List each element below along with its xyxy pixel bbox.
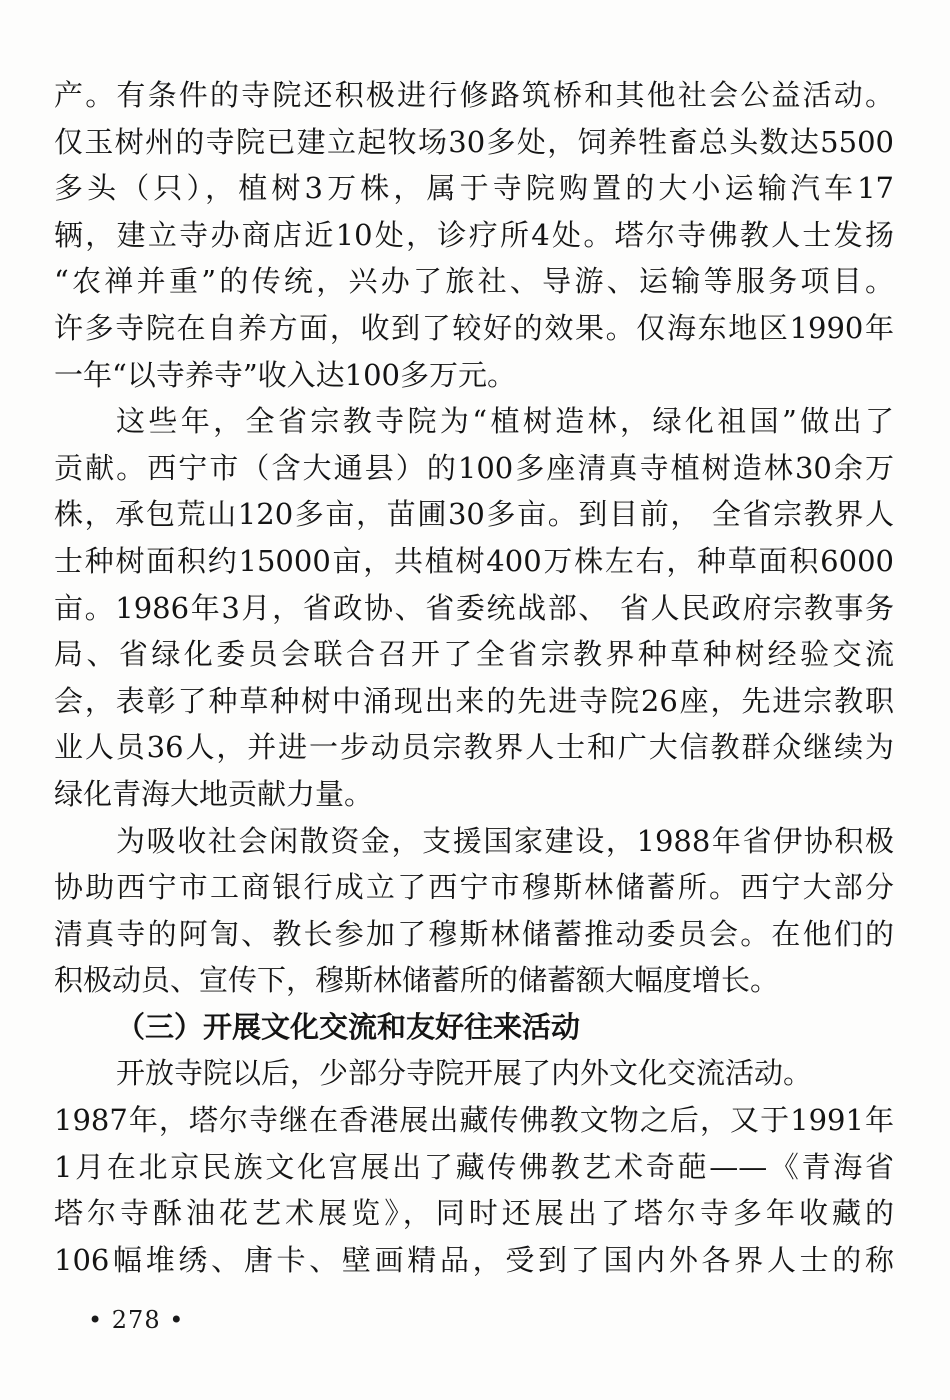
text-line: 1月在北京民族文化宫展出了藏传佛教艺术奇葩——《青海省 [54, 1149, 894, 1184]
text-line: 一年“以寺养寺”收入达100多万元。 [54, 357, 517, 392]
text-line: 许多寺院在自养方面，收到了较好的效果。仅海东地区1990年 [54, 310, 894, 345]
body-text [54, 72, 894, 1283]
text-line: 塔尔寺酥油花艺术展览》，同时还展出了塔尔寺多年收藏的 [54, 1196, 894, 1231]
text-line: 这些年，全省宗教寺院为“植树造林，绿化祖国”做出了 [116, 404, 894, 439]
text-line: 绿化青海大地贡献力量。 [54, 776, 374, 811]
text-line: 产。有条件的寺院还积极进行修路筑桥和其他社会公益活动。 [54, 78, 894, 112]
text-line: 株，承包荒山120多亩，苗圃30多亩。到目前， 全省宗教界人 [54, 497, 894, 532]
text-line: 多头（只），植树3万株，属于寺院购置的大小运输汽车17 [54, 171, 894, 206]
text-line: 106幅堆绣、唐卡、壁画精品，受到了国内外各界人士的称 [54, 1242, 894, 1277]
text-line: 贡献。西宁市（含大通县）的100多座清真寺植树造林30余万 [54, 450, 894, 485]
text-line: “农禅并重”的传统，兴办了旅社、导游、运输等服务项目。 [54, 264, 894, 299]
text-line: 亩。1986年3月，省政协、省委统战部、 省人民政府宗教事务 [54, 590, 894, 625]
text-line: 业人员36人，并进一步动员宗教界人士和广大信教群众继续为 [54, 730, 894, 765]
text-line: 局、省绿化委员会联合召开了全省宗教界种草种树经验交流 [54, 637, 894, 672]
text-line: 会，表彰了种草种树中涌现出来的先进寺院26座，先进宗教职 [54, 683, 894, 718]
text-line: 仅玉树州的寺院已建立起牧场30多处，饲养牲畜总头数达5500 [54, 124, 894, 159]
text-line: 清真寺的阿訇、教长参加了穆斯林储蓄推动委员会。在他们的 [54, 916, 894, 951]
text-line: 辆，建立寺办商店近10处，诊疗所4处。塔尔寺佛教人士发扬 [54, 217, 894, 252]
text-line: 士种树面积约15000亩，共植树400万株左右，种草面积6000 [54, 543, 894, 578]
section-heading: （三）开展文化交流和友好往来活动 [116, 1009, 581, 1044]
text-line: 协助西宁市工商银行成立了西宁市穆斯林储蓄所。西宁大部分 [54, 870, 894, 905]
text-line: 积极动员、宣传下，穆斯林储蓄所的储蓄额大幅度增长。 [54, 963, 780, 998]
text-line: 1987年，塔尔寺继在香港展出藏传佛教文物之后，又于1991年 [54, 1103, 894, 1138]
page-number: • 278 • [88, 1306, 185, 1334]
text-line: 为吸收社会闲散资金，支援国家建设，1988年省伊协积极 [116, 823, 894, 858]
text-line: 开放寺院以后，少部分寺院开展了内外文化交流活动。 [116, 1056, 813, 1091]
